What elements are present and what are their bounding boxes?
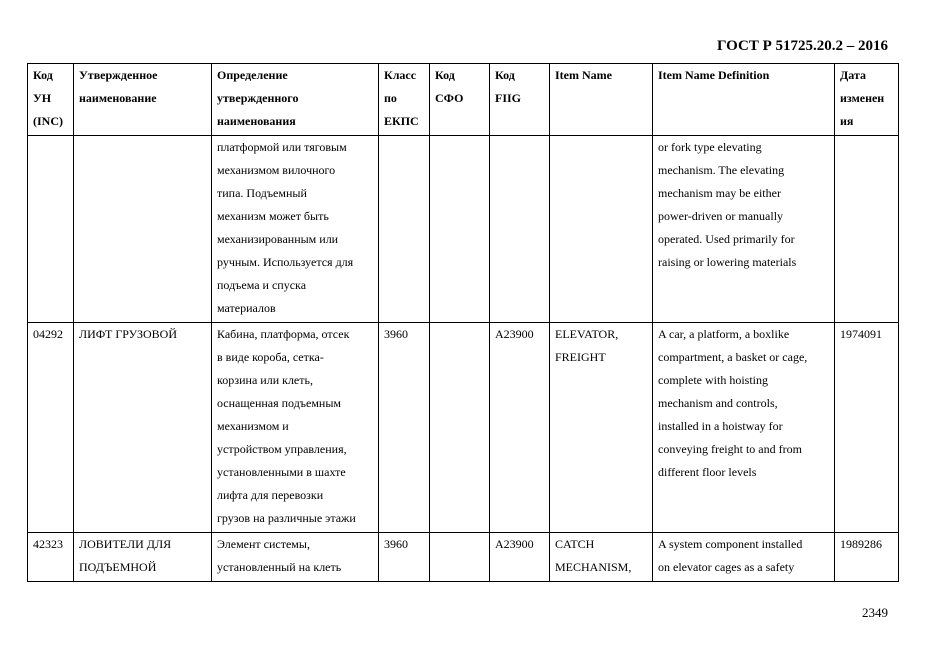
col-header-date bbox=[835, 64, 899, 136]
cell-text-line: MECHANISM, bbox=[555, 560, 632, 574]
header-text-line: по bbox=[384, 91, 397, 105]
date-cell bbox=[835, 533, 899, 582]
approved-name-cell bbox=[74, 136, 212, 323]
item-name-cell bbox=[550, 136, 653, 323]
header-text-line: изменен bbox=[840, 91, 885, 105]
header-text-line: Item Name bbox=[555, 68, 612, 82]
header-text-line: Дата bbox=[840, 68, 866, 82]
cell-text-line: ПОДЪЕМНОЙ bbox=[79, 560, 157, 574]
header-text-line: Утвержденное bbox=[79, 68, 158, 82]
cell-text-line: mechanism and controls, bbox=[658, 396, 778, 410]
sfo-cell bbox=[430, 533, 490, 582]
inc-cell bbox=[28, 136, 74, 323]
cell-text-line: устройством управления, bbox=[217, 442, 347, 456]
cell-text-line: different floor levels bbox=[658, 465, 757, 479]
cell-text-line: установленный на клеть bbox=[217, 560, 342, 574]
col-header-sfo bbox=[430, 64, 490, 136]
fiig-cell bbox=[490, 136, 550, 323]
inc-cell bbox=[28, 533, 74, 582]
cell-text-line: лифта для перевозки bbox=[217, 488, 324, 502]
fiig-cell bbox=[490, 323, 550, 533]
document-standard-header: ГОСТ Р 51725.20.2 – 2016 bbox=[716, 38, 888, 54]
header-text-line: Определение bbox=[217, 68, 288, 82]
header-text-line: утвержденного bbox=[217, 91, 299, 105]
class-cell bbox=[379, 323, 430, 533]
item-definition-cell bbox=[653, 533, 835, 582]
cell-text-line: compartment, a basket or cage, bbox=[658, 350, 808, 364]
sfo-cell bbox=[430, 136, 490, 323]
class-cell bbox=[379, 136, 430, 323]
page-number: 2349 bbox=[862, 605, 888, 620]
header-text-line: наименование bbox=[79, 91, 157, 105]
cell-text-line: A23900 bbox=[495, 327, 534, 341]
header-text-line: ЕКПС bbox=[384, 114, 419, 128]
table-row bbox=[28, 323, 899, 533]
cell-text-line: корзина или клеть, bbox=[217, 373, 313, 387]
col-header-definition bbox=[212, 64, 379, 136]
cell-text-line: mechanism. The elevating bbox=[658, 163, 785, 177]
cell-text-line: 3960 bbox=[384, 537, 408, 551]
cell-text-line: A system component installed bbox=[658, 537, 803, 551]
cell-text-line: механизм может быть bbox=[217, 209, 329, 223]
cell-text-line: conveying freight to and from bbox=[658, 442, 802, 456]
item-name-cell bbox=[550, 323, 653, 533]
cell-text-line: 04292 bbox=[33, 327, 63, 341]
table-row bbox=[28, 533, 899, 582]
date-cell bbox=[835, 323, 899, 533]
col-header-inc bbox=[28, 64, 74, 136]
approved-name-cell bbox=[74, 323, 212, 533]
definition-cell bbox=[212, 323, 379, 533]
cell-text-line: механизмом вилочного bbox=[217, 163, 336, 177]
cell-text-line: operated. Used primarily for bbox=[658, 232, 795, 246]
cell-text-line: ЛОВИТЕЛИ ДЛЯ bbox=[79, 537, 172, 551]
cell-text-line: on elevator cages as a safety bbox=[658, 560, 795, 574]
cell-text-line: power-driven or manually bbox=[658, 209, 784, 223]
header-text-line: СФО bbox=[435, 91, 464, 105]
header-text-line: Код bbox=[435, 68, 455, 82]
inc-cell bbox=[28, 323, 74, 533]
cell-text-line: 1989286 bbox=[840, 537, 882, 551]
header-text-line: Код bbox=[495, 68, 515, 82]
cell-text-line: complete with hoisting bbox=[658, 373, 768, 387]
cell-text-line: ЛИФТ ГРУЗОВОЙ bbox=[79, 327, 177, 341]
col-header-item-name bbox=[550, 64, 653, 136]
cell-text-line: mechanism may be either bbox=[658, 186, 781, 200]
cell-text-line: установленными в шахте bbox=[217, 465, 346, 479]
cell-text-line: подъема и спуска bbox=[217, 278, 307, 292]
cell-text-line: грузов на различные этажи bbox=[217, 511, 356, 525]
header-text-line: Код bbox=[33, 68, 53, 82]
cell-text-line: в виде короба, сетка- bbox=[217, 350, 324, 364]
cell-text-line: платформой или тяговым bbox=[217, 140, 347, 154]
cell-text-line: оснащенная подъемным bbox=[217, 396, 342, 410]
header-text-line: Класс bbox=[384, 68, 417, 82]
col-header-item-definition bbox=[653, 64, 835, 136]
cell-text-line: 1974091 bbox=[840, 327, 882, 341]
class-cell bbox=[379, 533, 430, 582]
approved-name-cell bbox=[74, 533, 212, 582]
cell-text-line: механизированным или bbox=[217, 232, 339, 246]
header-text-line: (INC) bbox=[33, 114, 63, 128]
cell-text-line: Элемент системы, bbox=[217, 537, 310, 551]
fiig-cell bbox=[490, 533, 550, 582]
col-header-approved-name bbox=[74, 64, 212, 136]
cell-text-line: raising or lowering materials bbox=[658, 255, 797, 269]
cell-text-line: ELEVATOR, bbox=[555, 327, 619, 341]
cell-text-line: ручным. Используется для bbox=[217, 255, 354, 269]
sfo-cell bbox=[430, 323, 490, 533]
header-text-line: ия bbox=[840, 114, 854, 128]
cell-text-line: A car, a platform, a boxlike bbox=[658, 327, 790, 341]
header-text-line: наименования bbox=[217, 114, 296, 128]
header-text-line: Item Name Definition bbox=[658, 68, 770, 82]
col-header-class bbox=[379, 64, 430, 136]
cell-text-line: механизмом и bbox=[217, 419, 289, 433]
item-name-cell bbox=[550, 533, 653, 582]
table-row bbox=[28, 136, 899, 323]
cell-text-line: CATCH bbox=[555, 537, 595, 551]
header-text-line: УН bbox=[33, 91, 52, 105]
definition-cell bbox=[212, 533, 379, 582]
cell-text-line: FREIGHT bbox=[555, 350, 606, 364]
cell-text-line: материалов bbox=[217, 301, 276, 315]
definition-cell bbox=[212, 136, 379, 323]
cell-text-line: 42323 bbox=[33, 537, 63, 551]
cell-text-line: 3960 bbox=[384, 327, 408, 341]
header-text-line: FIIG bbox=[495, 91, 522, 105]
cell-text-line: installed in a hoistway for bbox=[658, 419, 783, 433]
date-cell bbox=[835, 136, 899, 323]
col-header-fiig bbox=[490, 64, 550, 136]
cell-text-line: A23900 bbox=[495, 537, 534, 551]
item-definition-cell bbox=[653, 136, 835, 323]
classification-table bbox=[27, 63, 899, 582]
cell-text-line: типа. Подъемный bbox=[217, 186, 307, 200]
table-header-row bbox=[28, 64, 899, 136]
cell-text-line: or fork type elevating bbox=[658, 140, 762, 154]
item-definition-cell bbox=[653, 323, 835, 533]
cell-text-line: Кабина, платформа, отсек bbox=[217, 327, 350, 341]
